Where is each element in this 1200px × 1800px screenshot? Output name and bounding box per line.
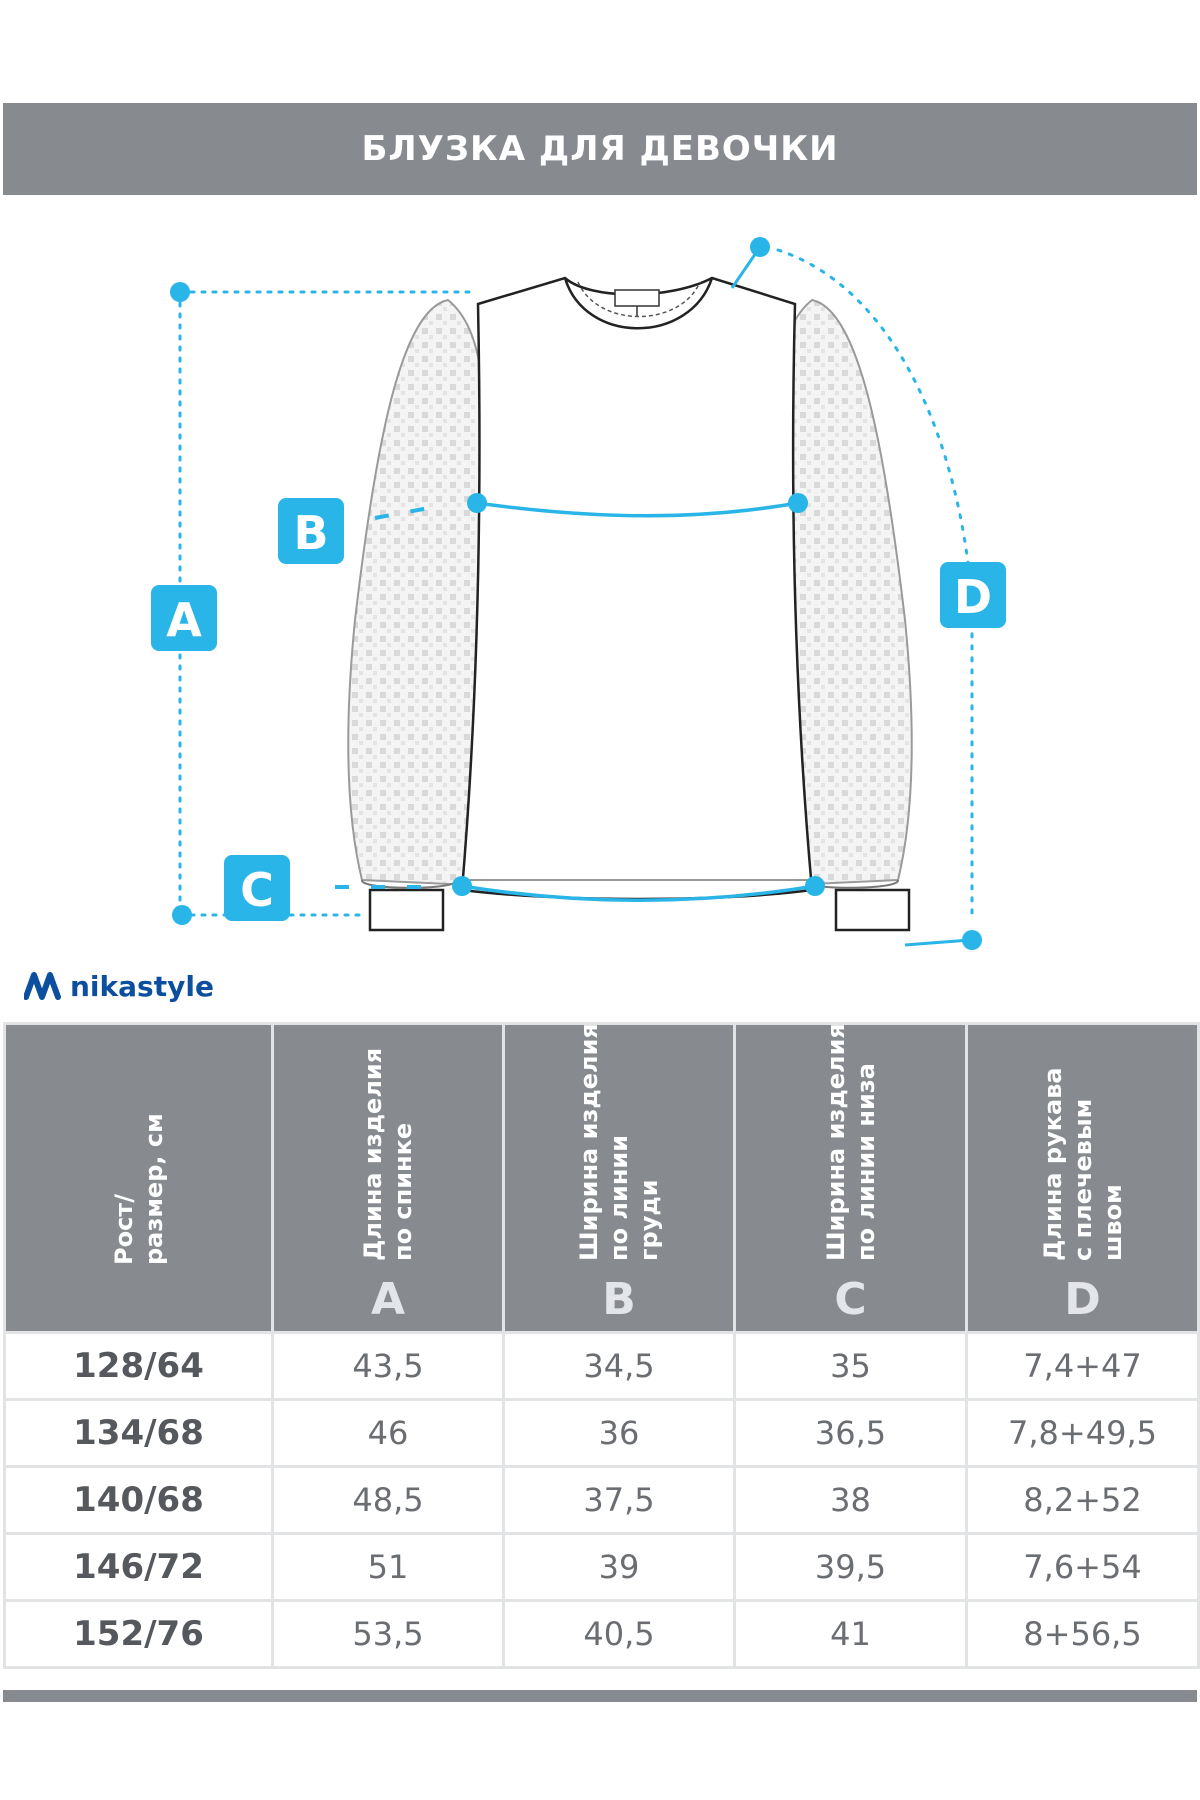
table-row bbox=[5, 1400, 1199, 1467]
measurement-cell: 48,5 bbox=[273, 1467, 504, 1534]
column-letter: A bbox=[370, 1274, 406, 1325]
table-body bbox=[5, 1333, 1199, 1668]
measurement-cell: 38 bbox=[735, 1467, 967, 1534]
column-header bbox=[5, 1024, 273, 1333]
column-header-line: по спинке bbox=[389, 1122, 417, 1261]
label-a: A bbox=[166, 593, 202, 647]
column-letter: B bbox=[602, 1274, 636, 1325]
label-c-badge bbox=[224, 855, 290, 921]
measurement-cell: 7,8+49,5 bbox=[967, 1400, 1199, 1467]
column-header-line: груди bbox=[635, 1179, 663, 1261]
column-header-line: Длина изделия bbox=[359, 1047, 387, 1261]
label-d: D bbox=[953, 570, 993, 624]
column-header-text bbox=[821, 1023, 881, 1261]
label-c: C bbox=[240, 863, 274, 917]
table-row bbox=[5, 1333, 1199, 1400]
column-header-line: Ширина изделия bbox=[575, 1023, 603, 1261]
column-header-line: по линии низа bbox=[851, 1063, 880, 1261]
size-cell: 128/64 bbox=[5, 1333, 273, 1400]
column-header-text bbox=[109, 1113, 169, 1265]
right-cuff bbox=[836, 890, 909, 930]
measurement-cell: 46 bbox=[273, 1400, 504, 1467]
measurement-cell: 8,2+52 bbox=[967, 1467, 1199, 1534]
brand-logo bbox=[24, 966, 214, 1006]
label-b-badge bbox=[278, 498, 344, 564]
size-cell: 152/76 bbox=[5, 1601, 273, 1668]
blouse-body bbox=[462, 278, 812, 899]
column-header bbox=[735, 1024, 967, 1333]
left-sleeve bbox=[348, 300, 485, 885]
measurement-cell: 34,5 bbox=[504, 1333, 735, 1400]
measurement-cell: 35 bbox=[735, 1333, 967, 1400]
table-row bbox=[5, 1601, 1199, 1668]
label-a-badge bbox=[151, 585, 217, 651]
column-header bbox=[273, 1024, 504, 1333]
column-header-line: по линии bbox=[605, 1134, 633, 1261]
size-table bbox=[3, 1022, 1200, 1669]
column-header-line: швом bbox=[1098, 1184, 1127, 1261]
column-header-line: размер, см bbox=[139, 1113, 168, 1265]
measurement-cell: 36 bbox=[504, 1400, 735, 1467]
measurement-cell: 39,5 bbox=[735, 1534, 967, 1601]
size-cell: 140/68 bbox=[5, 1467, 273, 1534]
page-title: БЛУЗКА ДЛЯ ДЕВОЧКИ bbox=[3, 103, 1197, 195]
measurement-cell: 36,5 bbox=[735, 1400, 967, 1467]
column-header bbox=[967, 1024, 1199, 1333]
brand-name: nikastyle bbox=[70, 969, 214, 1003]
column-header bbox=[504, 1024, 735, 1333]
column-header-line: Рост/ bbox=[109, 1194, 138, 1265]
measurement-cell: 41 bbox=[735, 1601, 967, 1668]
measurement-cell: 37,5 bbox=[504, 1467, 735, 1534]
measurement-cell: 8+56,5 bbox=[967, 1601, 1199, 1668]
column-letter: D bbox=[1064, 1274, 1101, 1325]
measurement-cell: 43,5 bbox=[273, 1333, 504, 1400]
brand-wave-icon bbox=[24, 971, 62, 1001]
column-header-text bbox=[358, 1048, 418, 1261]
measurement-cell: 40,5 bbox=[504, 1601, 735, 1668]
label-d-badge bbox=[940, 562, 1006, 628]
table-row bbox=[5, 1467, 1199, 1534]
measurement-cell: 53,5 bbox=[273, 1601, 504, 1668]
column-header-text bbox=[574, 1023, 664, 1261]
column-header-line: с плечевым bbox=[1068, 1098, 1097, 1261]
left-cuff bbox=[370, 890, 443, 930]
column-header-text bbox=[1038, 1067, 1128, 1261]
column-letter: C bbox=[834, 1274, 867, 1325]
size-cell: 134/68 bbox=[5, 1400, 273, 1467]
table-header-row bbox=[5, 1024, 1199, 1333]
size-cell: 146/72 bbox=[5, 1534, 273, 1601]
measurement-cell: 7,6+54 bbox=[967, 1534, 1199, 1601]
measurement-cell: 39 bbox=[504, 1534, 735, 1601]
garment-diagram bbox=[0, 200, 1200, 960]
table-row bbox=[5, 1534, 1199, 1601]
measurement-cell: 7,4+47 bbox=[967, 1333, 1199, 1400]
column-header-line: Ширина изделия bbox=[821, 1023, 850, 1261]
bottom-bar bbox=[3, 1690, 1197, 1702]
measurement-cell: 51 bbox=[273, 1534, 504, 1601]
column-header-line: Длина рукава bbox=[1038, 1067, 1067, 1261]
label-b: B bbox=[293, 506, 329, 560]
